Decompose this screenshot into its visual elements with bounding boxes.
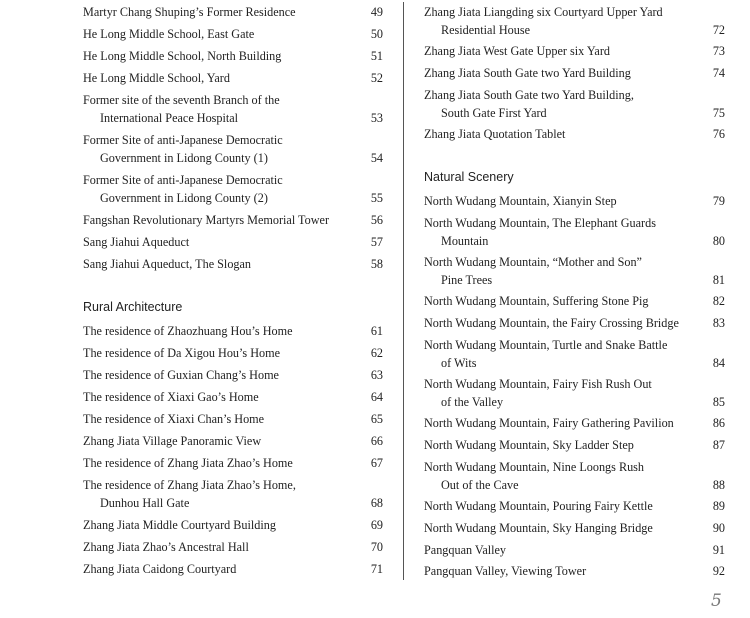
entry-title: North Wudang Mountain, Turtle and Snake Battle [424,338,668,352]
entry-page: 66 [370,434,383,448]
toc-entry [83,389,383,407]
entry-title: Zhang Jiata Liangding six Courtyard Upper Yard [424,5,663,19]
entry-page: 62 [370,346,383,360]
entry-page: 52 [370,71,383,85]
toc-entry [83,172,383,207]
toc-entry [424,87,725,122]
entry-page: 51 [370,49,383,63]
entry-page: 91 [712,543,725,557]
entry-page: 80 [712,233,725,248]
entry-page: 49 [370,5,383,19]
entry-page: 63 [370,368,383,382]
toc-entry [424,498,725,516]
column-divider [403,2,404,580]
entry-page: 57 [370,235,383,249]
toc-entry [83,26,383,44]
entry-title: He Long Middle School, North Building [83,49,282,63]
entry-title: North Wudang Mountain, Xianyin Step [424,194,617,208]
entry-title: Zhang Jiata Middle Courtyard Building [83,518,276,532]
entry-title-continued: South Gate First Yard [441,105,547,120]
entry-page: 76 [712,127,725,141]
entry-page: 79 [712,194,725,208]
entry-title: North Wudang Mountain, Sky Hanging Bridge [424,521,653,535]
toc-entry [424,415,725,433]
entry-page: 87 [712,438,725,452]
entry-title-continued: of Wits [441,355,477,370]
toc-entry [424,193,725,211]
section-heading: Natural Scenery [424,170,514,184]
entry-title-continued: of the Valley [441,394,504,409]
entry-page: 85 [712,394,725,409]
entry-title: Former Site of anti-Japanese Democratic [83,133,283,147]
toc-entry [424,337,725,372]
toc-entry [83,92,383,127]
entry-title: Zhang Jiata West Gate Upper six Yard [424,44,610,58]
toc-entry [83,561,383,579]
entry-page: 86 [712,416,725,430]
entry-page: 75 [712,105,725,120]
toc-entry [83,48,383,66]
toc-entry [424,520,725,538]
toc-entry [424,437,725,455]
entry-page: 67 [370,456,383,470]
entry-page: 83 [712,316,725,330]
entry-title: North Wudang Mountain, Suffering Stone Pig [424,294,649,308]
entry-page: 65 [370,412,383,426]
entry-title: The residence of Guxian Chang’s Home [83,368,279,382]
entry-title: Zhang Jiata Village Panoramic View [83,434,262,448]
entry-page: 73 [712,44,725,58]
entry-title: The residence of Xiaxi Gao’s Home [83,390,259,404]
entry-title: Former site of the seventh Branch of the [83,93,280,107]
toc-entry [83,234,383,252]
entry-title: The residence of Da Xigou Hou’s Home [83,346,280,360]
toc-entry [83,4,383,22]
entry-title: The residence of Zhaozhuang Hou’s Home [83,324,293,338]
toc-entry [424,4,725,39]
toc-entry [424,459,725,494]
entry-page: 74 [712,66,725,80]
toc-entry [424,293,725,311]
toc-entry [83,132,383,167]
entry-title: Zhang Jiata South Gate two Yard Building [424,66,631,80]
toc-entry [83,323,383,341]
entry-title: North Wudang Mountain, the Fairy Crossing Bridge [424,316,679,330]
entry-page: 56 [370,213,383,227]
entry-title: North Wudang Mountain, Fairy Gathering Pavilion [424,416,674,430]
entry-page: 90 [712,521,725,535]
toc-entry [83,70,383,88]
entry-title: Zhang Jiata Quotation Tablet [424,127,566,141]
toc-entry [83,477,383,512]
entry-title-continued: Government in Lidong County (2) [100,190,268,205]
toc-entry [424,65,725,83]
entry-title: Fangshan Revolutionary Martyrs Memorial Tower [83,213,330,227]
toc-entry [83,345,383,363]
entry-page: 81 [712,272,725,287]
toc-entry [83,517,383,535]
toc-entry [83,455,383,473]
entry-title: He Long Middle School, East Gate [83,27,255,41]
toc-entry [424,126,725,144]
entry-title-continued: International Peace Hospital [100,110,239,125]
entry-page: 64 [370,390,383,404]
entry-page: 68 [370,495,383,510]
entry-title-continued: Residential House [441,22,531,37]
toc-entry [424,215,725,250]
entry-title-continued: Dunhou Hall Gate [100,495,190,510]
toc-entry [83,411,383,429]
entry-title: North Wudang Mountain, “Mother and Son” [424,255,642,269]
entry-page: 53 [370,110,383,125]
entry-title: Sang Jiahui Aqueduct, The Slogan [83,257,252,271]
toc-entry [83,539,383,557]
page-number: 5 [711,591,722,611]
entry-page: 69 [370,518,383,532]
entry-page: 92 [712,564,725,578]
entry-title: North Wudang Mountain, Sky Ladder Step [424,438,634,452]
entry-page: 58 [370,257,383,271]
entry-page: 71 [370,562,383,576]
entry-title: Pangquan Valley [424,543,507,557]
toc-entry [83,212,383,230]
entry-title: Martyr Chang Shuping’s Former Residence [83,5,296,19]
entry-title-continued: Pine Trees [441,272,493,287]
entry-title: Zhang Jiata South Gate two Yard Building, [424,88,634,102]
entry-title: North Wudang Mountain, The Elephant Guards [424,216,656,230]
entry-title: He Long Middle School, Yard [83,71,230,85]
entry-page: 55 [370,190,383,205]
entry-title: Zhang Jiata Caidong Courtyard [83,562,237,576]
entry-title: Sang Jiahui Aqueduct [83,235,190,249]
entry-page: 84 [712,355,725,370]
entry-title-continued: Out of the Cave [441,477,519,492]
entry-page: 89 [712,499,725,513]
entry-page: 72 [712,22,725,37]
toc-entry [424,376,725,411]
entry-page: 82 [712,294,725,308]
entry-title-continued: Mountain [441,233,489,248]
entry-title: Pangquan Valley, Viewing Tower [424,564,587,578]
toc-entry [424,43,725,61]
entry-title-continued: Government in Lidong County (1) [100,150,268,165]
entry-page: 54 [370,150,383,165]
entry-page: 61 [370,324,383,338]
entry-title: The residence of Zhang Jiata Zhao’s Home, [83,478,296,492]
entry-title: North Wudang Mountain, Pouring Fairy Kettle [424,499,653,513]
entry-title: The residence of Xiaxi Chan’s Home [83,412,265,426]
toc-entry [424,542,725,560]
toc-entry [83,256,383,274]
toc-entry [83,433,383,451]
entry-title: Former Site of anti-Japanese Democratic [83,173,283,187]
toc-entry [424,563,725,581]
section-heading: Rural Architecture [83,300,183,314]
toc-entry [424,315,725,333]
toc-entry [83,367,383,385]
entry-title: North Wudang Mountain, Nine Loongs Rush [424,460,644,474]
entry-page: 70 [370,540,383,554]
toc-entry [424,254,725,289]
entry-title: North Wudang Mountain, Fairy Fish Rush Out [424,377,652,391]
entry-title: Zhang Jiata Zhao’s Ancestral Hall [83,540,249,554]
entry-page: 50 [370,27,383,41]
entry-page: 88 [712,477,725,492]
entry-title: The residence of Zhang Jiata Zhao’s Home [83,456,293,470]
